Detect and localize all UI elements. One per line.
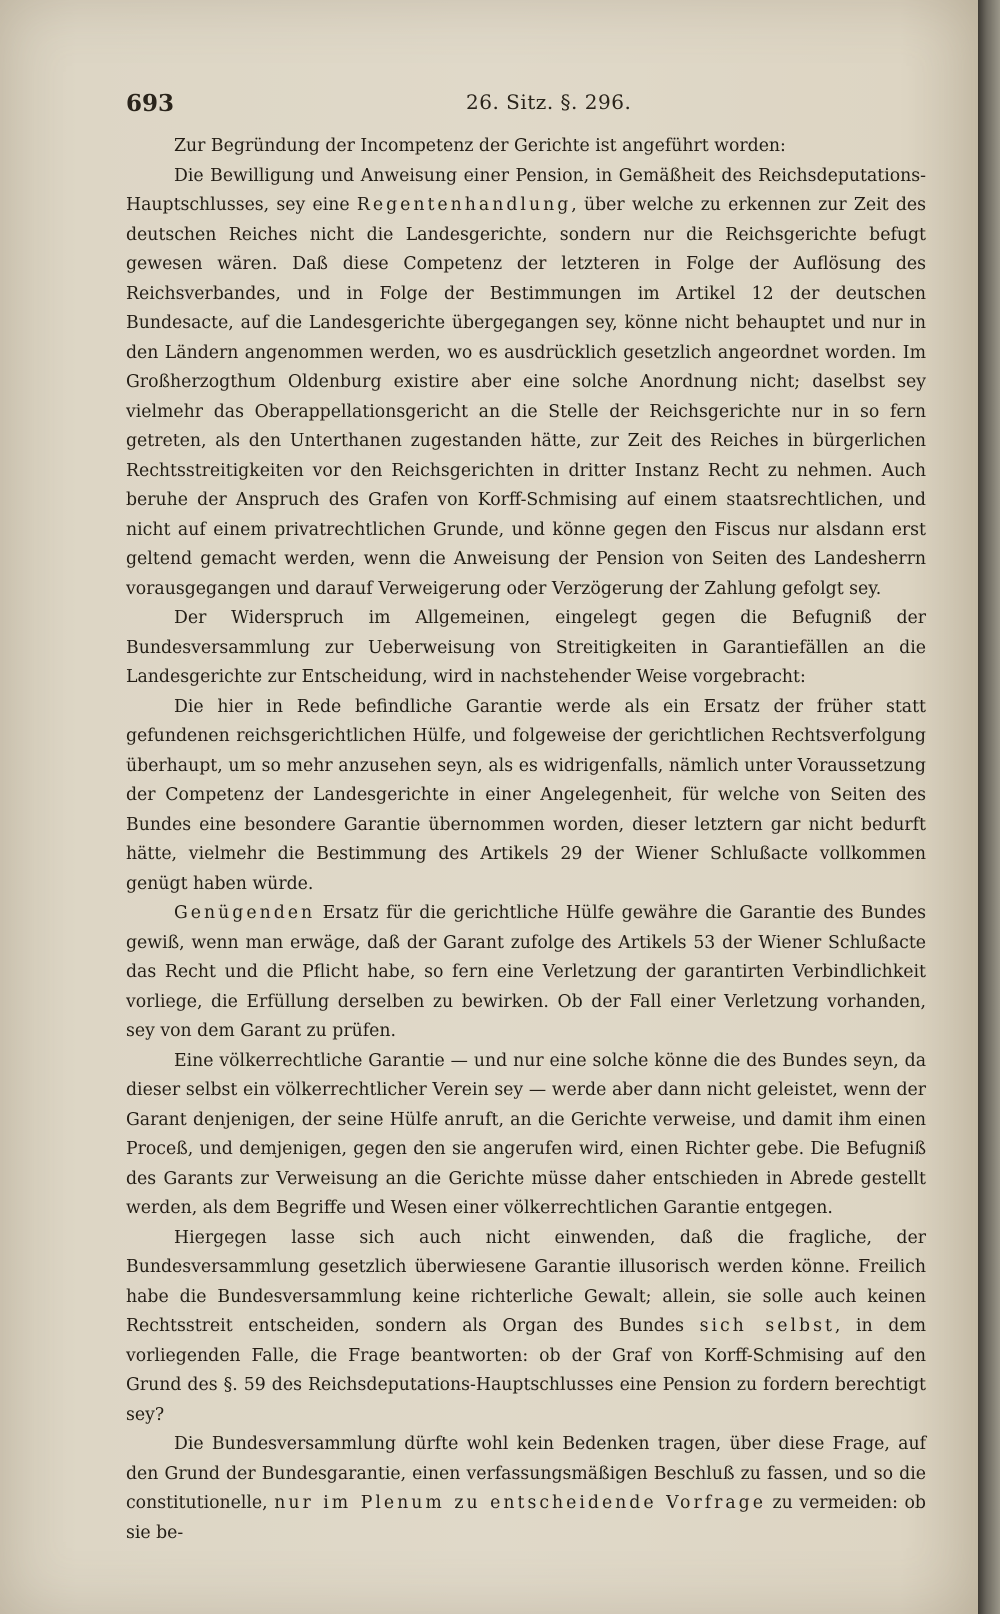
spaced-emphasis-text: nur im Plenum zu entscheidende Vorfrage xyxy=(274,1493,766,1513)
paragraph-text: Ersatz für die gerichtliche Hülfe gewähre die Garantie des Bundes gewiß, wenn man erwäge, daß der Garant zufolge des Artikels 53 der Wiener Schlußacte das Recht und die Pflicht habe, so fern eine Verletzung der garantirten Verbindlichkeit vorliege, die Erfüllung derselben zu bewirken. Ob der Fall einer Verletzung vorhanden, sey von dem Garant zu prüfen. xyxy=(126,903,926,1041)
body-text xyxy=(126,132,926,1548)
paragraph xyxy=(126,1047,926,1224)
page-header xyxy=(126,90,926,120)
paragraph xyxy=(126,604,926,693)
paragraph xyxy=(126,162,926,605)
paragraph-text: Die Bewilligung und Anweisung einer Pension, in Gemäßheit des Reichsdeputations-Hauptschlusses, sey eine xyxy=(126,165,926,215)
page-number: 693 xyxy=(126,90,175,117)
paragraph-text: Hiergegen lasse sich auch nicht einwenden, daß die fragliche, der Bundesversammlung gesetzlich überwiesene Garantie illusorisch werden könne. Freilich habe die Bundesversammlung keine richterliche Gewalt; allein, sie solle auch keinen Rechtsstreit entscheiden, sondern als Organ des Bundes xyxy=(126,1227,926,1336)
paragraph xyxy=(126,693,926,900)
paragraph xyxy=(126,132,926,162)
paragraph-text: Die hier in Rede befindliche Garantie werde als ein Ersatz der früher statt gefundenen reichsgerichtlichen Hülfe, und folgeweise der gerichtlichen Rechtsverfolgung überhaupt, um so mehr anzusehen seyn, als es widrigenfalls, nämlich unter Voraussetzung der Competenz der Landesgerichte in einer Angelegenheit, für welche von Seiten des Bundes eine besondere Garantie übernommen worden, dieser letztern gar nicht bedurft hätte, vielmehr die Bestimmung des Artikels 29 der Wiener Schlußacte vollkommen genügt haben würde. xyxy=(126,696,926,894)
spaced-emphasis-text: Regentenhandlung xyxy=(356,195,572,215)
paragraph-text: Eine völkerrechtliche Garantie — und nur eine solche könne die des Bundes seyn, da dieser selbst ein völkerrechtlicher Verein sey — werde aber dann nicht geleistet, wenn der Garant denjenigen, der seine Hülfe anruft, an die Gerichte verweise, und damit ihm einen Proceß, und demjenigen, gegen den sie angerufen wird, einen Richter gebe. Die Befugniß des Garants zur Verweisung an die Gerichte müsse daher entschieden in Abrede gestellt werden, als dem Begriffe und Wesen einer völkerrechtlichen Garantie entgegen. xyxy=(126,1050,926,1218)
paragraph-text: , über welche zu erkennen zur Zeit des deutschen Reiches nicht die Landesgerichte, sondern nur die Reichsgerichte befugt gewesen wären. Daß diese Competenz der letzteren in Folge der Auflösung des Reichsverbandes, und in Folge der Bestimmungen im Artikel 12 der deutschen Bundesacte, auf die Landesgerichte übergegangen sey, könne nicht behauptet und nur in den Ländern angenommen werden, wo es ausdrücklich gesetzlich angeordnet worden. Im Großherzogthum Oldenburg existire aber eine solche Anordnung nicht; daselbst sey vielmehr das Oberappellationsgericht an die Stelle der Reichsgerichte nur in so fern getreten, als den Unterthanen zugestanden hätte, zur Zeit des Reiches in bürgerlichen Rechtsstreitigkeiten vor den Reichsgerichten in dritter Instanz Recht zu nehmen. Auch beruhe der Anspruch des Grafen von Korff-Schmising auf einem staatsrechtlichen, und nicht auf einem privatrechtlichen Grunde, und könne gegen den Fiscus nur alsdann erst geltend gemacht werden, wenn die Anweisung der Pension von Seiten des Landesherrn vorausgegangen und darauf Verweigerung oder Verzögerung der Zahlung gefolgt sey. xyxy=(126,195,926,599)
paragraph xyxy=(126,1430,926,1548)
book-spine-edge xyxy=(978,0,1000,1614)
running-head: 26. Sitz. §. 296. xyxy=(466,90,632,114)
paragraph xyxy=(126,899,926,1047)
paragraph-text: Zur Begründung der Incompetenz der Gerichte ist angeführt worden: xyxy=(174,136,786,156)
paragraph-text: zu vermeiden: ob sie be- xyxy=(126,1493,926,1543)
spaced-emphasis-text: Genügenden xyxy=(174,903,316,923)
paragraph-text: Der Widerspruch im Allgemeinen, eingelegt gegen die Befugniß der Bundesversammlung zur Ueberweisung von Streitigkeiten in Garantiefällen an die Landesgerichte zur Entscheidung, wird in nachstehender Weise vorgebracht: xyxy=(126,608,926,687)
paragraph xyxy=(126,1224,926,1431)
paragraph-text: Die Bundesversammlung dürfte wohl kein Bedenken tragen, über diese Frage, auf den Grund der Bundesgarantie, einen verfassungsmäßigen Beschluß zu fassen, und so die constitutionelle, xyxy=(126,1434,926,1513)
spaced-emphasis-text: sich selbst xyxy=(699,1316,835,1336)
paragraph-text: , in dem vorliegenden Falle, die Frage beantworten: ob der Graf von Korff-Schmising auf den Grund des §. 59 des Reichsdeputations-Hauptschlusses eine Pension zu fordern berechtigt sey? xyxy=(126,1316,926,1425)
